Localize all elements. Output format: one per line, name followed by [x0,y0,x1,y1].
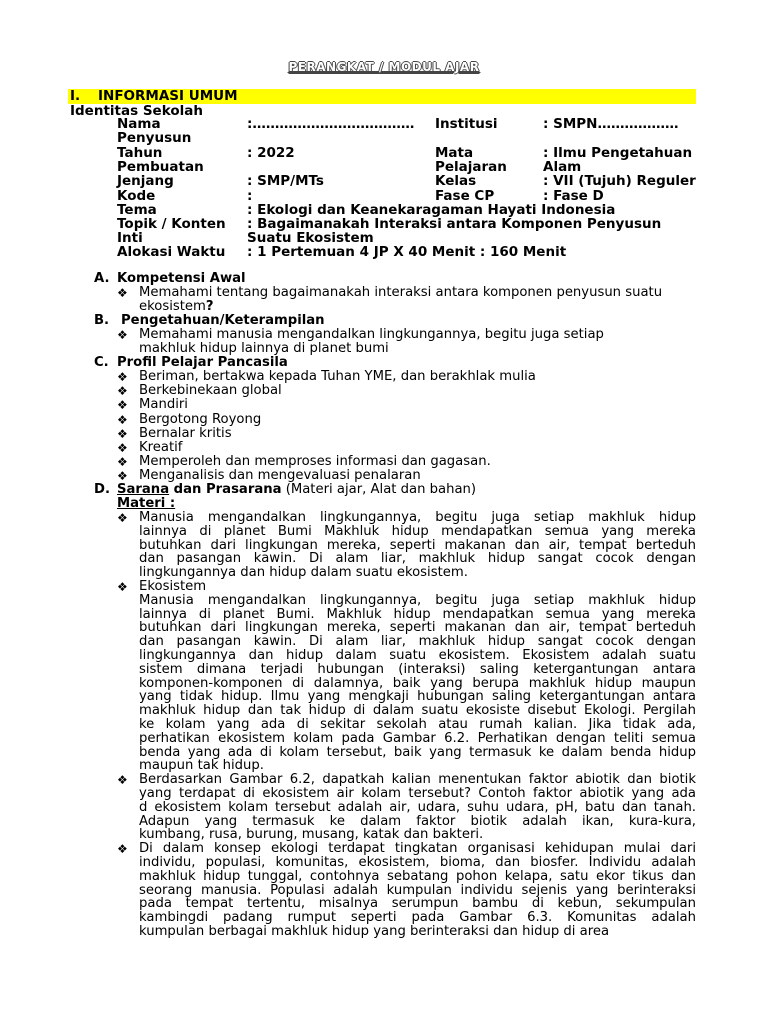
materi-line: pada tempat tertentu, misalnya serumpun bambu di kebun, sekumpulan [139,896,696,912]
materi-line: kambingdi padang rumput seperti pada Gambar 6.3. Komunitas adalah [139,910,696,926]
materi-subheading: Ekosistem [139,579,207,594]
document-title: PERANGKAT / MODUL AJAR [288,60,480,74]
value-mapel-2: Alam [543,159,582,175]
section-a-heading: Kompetensi Awal [117,271,246,286]
materi-line: butuhkan dari lingkungan mereka, seperti makanan dan air, tempat berteduh [139,620,696,636]
section-label: INFORMASI UMUM [98,88,238,104]
value-nama: :……………………………… [247,116,415,132]
materi-line: Adapun yang termasuk ke dalam faktor biotik adalah ikan, kura-kura, [139,813,696,829]
value-tema: : Ekologi dan Keanekaragaman Hayati Indonesia [247,202,616,218]
label-fase: Fase CP [435,188,495,204]
materi-line: sistem dimana terjadi hubungan (interaksi) saling ketergantungan antara [139,661,696,677]
materi-line: kumpulan berbagai makhluk hidup yang berinteraksi dan hidup di area [139,924,610,939]
value-kelas: : VII (Tujuh) Reguler [543,173,696,189]
diamond-bullet-icon: ❖ [117,286,128,300]
materi-line: lingkungannya dan hidup dalam suatu ekosistem. [139,565,468,581]
materi-line: makhluk hidup dan tak hidup di dalam suatu ekosiste disebut Ekologi. Pergilah [139,703,696,719]
diamond-bullet-icon: ❖ [117,384,128,399]
materi-line: perhatikan ekosistem kolam pada Gambar 6.2. Perhatikan dengan teliti semua [139,730,696,746]
materi-line: d ekosistem kolam tersebut adalah air, udara, suhu udara, pH, batu dan tanah. [139,799,696,815]
diamond-bullet-icon: ❖ [117,426,128,441]
pancasila-item: Mandiri [139,397,188,413]
value-mapel: : Ilmu Pengetahuan [543,145,693,161]
value-fase: : Fase D [543,188,604,204]
label-pelajaran: Pelajaran [435,159,507,175]
materi-line: butuhkan dari lingkungan mereka, seperti makanan dan air, tempat berteduh [139,537,696,553]
label-institusi: Institusi [435,116,498,132]
materi-line: lainnya di planet Bumi. Makhluk hidup mendapatkan semua yang mereka [139,606,696,622]
value-topik: : Bagaimanakah Interaksi antara Komponen Penyusun [247,216,662,232]
heading-prasarana: dan Prasarana [169,482,282,497]
diamond-bullet-icon: ❖ [117,398,128,413]
section-a-line-2-text: ekosistem [139,299,206,314]
diamond-bullet-icon: ❖ [117,328,128,342]
label-kode: Kode [117,188,156,204]
materi-line: individu, populasi, komunitas, ekosistem, bioma, dan biosfer. Individu adalah [139,855,696,870]
value-alokasi: : 1 Pertemuan 4 JP X 40 Menit : 160 Menit [247,244,567,260]
materi-line: yang terdapat di ekosistem air kolam tersebut? Contoh faktor abiotik yang ada [139,786,696,801]
section-b-line-1: Memahami manusia mengandalkan lingkungannya, begitu juga setiap [139,327,604,342]
label-penyusun: Penyusun [117,130,192,146]
materi-line: benda yang ada di kolam tersebut, baik yang termasuk ke dalam benda hidup [139,744,696,760]
value-topik-2: Suatu Ekosistem [247,230,374,246]
materi-line: Di dalam konsep ekologi terdapat tingkatan organisasi kehidupan mulai dari [139,841,696,857]
section-number: I. [70,88,81,104]
materi-label: Materi : [117,496,176,511]
value-jenjang: : SMP/MTs [247,173,324,189]
materi-line: komponen-komponen di dalamnya, baik yang berupa makhluk hidup maupun [139,675,696,691]
identitas-heading: Identitas Sekolah [70,103,203,119]
label-nama: Nama [117,116,161,132]
diamond-bullet-icon: ❖ [117,511,128,525]
pancasila-item: Menganalisis dan mengevaluasi penalaran [139,468,421,484]
materi-line: lainnya di planet Bumi Makhluk hidup mendapatkan semua yang mereka [139,523,696,539]
label-tema: Tema [117,202,157,218]
section-a-line-2-mark: ? [205,299,214,314]
section-c-heading: Profil Pelajar Pancasila [117,355,288,370]
materi-line: yang tidak hidup. Ilmu yang mengkaji hubungan saling ketergantungan antara [139,689,696,705]
pancasila-item: Bernalar kritis [139,425,232,441]
section-b-letter: B. [94,313,110,328]
section-a-line-1: Memahami tentang bagaimanakah interaksi antara komponen penyusun suatu [139,285,663,300]
materi-line: Berdasarkan Gambar 6.2, dapatkah kalian menentukan faktor abiotik dan biotik [139,772,696,788]
label-inti: Inti [117,230,143,246]
section-i-header [68,89,696,104]
label-pembuatan: Pembuatan [117,159,204,175]
diamond-bullet-icon: ❖ [117,455,128,470]
section-c-letter: C. [94,355,109,370]
pancasila-item: Memperoleh dan memproses informasi dan gagasan. [139,454,491,470]
value-tahun: : 2022 [247,145,295,161]
heading-sarana: Sarana [117,482,170,497]
pancasila-item: Kreatif [139,440,183,455]
label-tahun: Tahun [117,145,163,161]
materi-line: lingkungannya dan hidup dalam suatu ekosistem. Ekosistem adalah suatu [139,648,696,663]
materi-line: dan pasangan kawin. Di alam liar, makhluk hidup sangat cocok dengan [139,551,696,567]
materi-line: ke kolam yang ada di sekitar sekolah atau rumah kalian. Jika tidak ada, [139,717,696,732]
materi-line: kumbang, rusa, burung, musang, katak dan bakteri. [139,827,484,843]
diamond-bullet-icon: ❖ [117,842,128,857]
label-mata: Mata [435,145,474,161]
materi-line: makhluk hidup tunggal, contohnya sebatang pohon kelapa, satu ekor tikus dan [139,868,696,884]
heading-note: (Materi ajar, Alat dan bahan) [281,482,477,497]
pancasila-item: Berkebinekaan global [139,383,282,399]
materi-line: seorang manusia. Populasi adalah kumpulan individu sejenis yang berinteraksi [139,882,696,898]
section-d-letter: D. [94,482,110,497]
label-jenjang: Jenjang [117,173,174,189]
materi-line: maupun tak hidup. [139,758,264,774]
value-kode: : [247,188,253,204]
diamond-bullet-icon: ❖ [117,412,128,427]
label-topik: Topik / Konten [117,216,226,232]
materi-line: dan pasangan kawin. Di alam liar, makhluk hidup sangat cocok dengan [139,634,696,650]
diamond-bullet-icon: ❖ [117,441,128,455]
pancasila-item: Bergotong Royong [139,411,262,427]
label-kelas: Kelas [435,173,477,189]
value-institusi: : SMPN……………… [543,116,679,132]
diamond-bullet-icon: ❖ [117,370,128,384]
diamond-bullet-icon: ❖ [117,580,128,594]
pancasila-item: Beriman, bertakwa kepada Tuhan YME, dan berakhlak mulia [139,369,536,384]
label-alokasi: Alokasi Waktu [117,244,226,260]
materi-line: Manusia mengandalkan lingkungannya, begitu juga setiap makhluk hidup [139,510,696,525]
section-a-letter: A. [94,271,110,286]
section-b-heading: Pengetahuan/Keterampilan [121,313,325,328]
materi-line: Manusia mengandalkan lingkungannya, begitu juga setiap makhluk hidup [139,592,696,608]
diamond-bullet-icon: ❖ [117,469,128,484]
section-b-line-2: makhluk hidup lainnya di planet bumi [139,341,389,356]
diamond-bullet-icon: ❖ [117,773,128,788]
